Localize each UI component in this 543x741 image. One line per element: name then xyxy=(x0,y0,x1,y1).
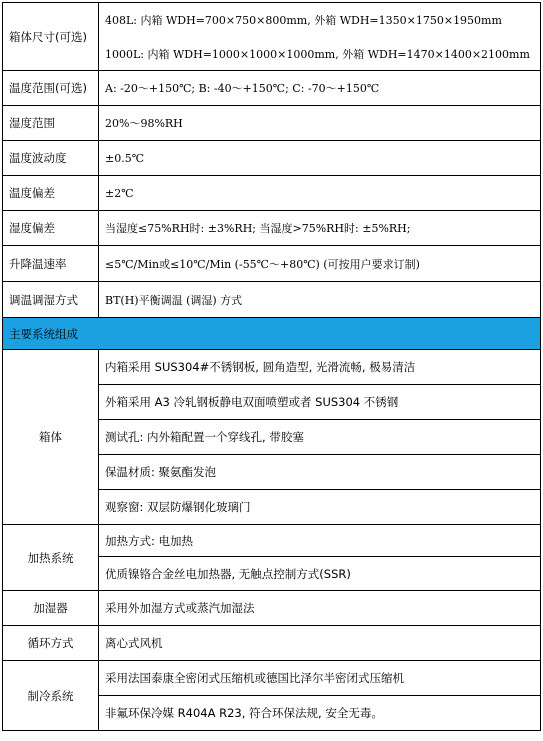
size-option-408l: 408L: 内箱 WDH=700×750×800mm, 外箱 WDH=1350×1750×1950mm xyxy=(105,13,502,27)
table-row xyxy=(3,350,541,385)
row-label: 温度波动度 xyxy=(3,141,99,176)
group-item: 采用法国泰康全密闭式压缩机或德国比泽尔半密闭式压缩机 xyxy=(99,661,541,696)
table-row xyxy=(3,106,541,141)
row-label: 升降温速率 xyxy=(3,246,99,282)
row-value: ≤5℃/Min或≤10℃/Min (-55℃～+80℃) (可按用户要求订制) xyxy=(99,246,541,282)
group-item: 测试孔: 内外箱配置一个穿线孔, 带胶塞 xyxy=(99,420,541,455)
group-item: 采用外加湿方式或蒸汽加湿法 xyxy=(99,591,541,626)
table-row xyxy=(3,591,541,626)
row-value: ±0.5℃ xyxy=(99,141,541,176)
row-value: 当湿度≤75%RH时: ±3%RH; 当湿度>75%RH时: ±5%RH; xyxy=(99,211,541,246)
group-label-humidifier: 加湿器 xyxy=(3,591,99,626)
row-label: 温度偏差 xyxy=(3,176,99,211)
group-item: 观察窗: 双层防爆钢化玻璃门 xyxy=(99,490,541,525)
table-row xyxy=(3,211,541,246)
group-item: 内箱采用 SUS304#不锈钢板, 圆角造型, 光滑流畅, 极易清洁 xyxy=(99,350,541,385)
table-row xyxy=(3,282,541,318)
group-label-circulation: 循环方式 xyxy=(3,626,99,661)
table-row xyxy=(3,141,541,176)
row-value: A: -20～+150℃; B: -40～+150℃; C: -70～+150℃ xyxy=(99,71,541,106)
row-label: 温度范围(可选) xyxy=(3,71,99,106)
row-label: 湿度偏差 xyxy=(3,211,99,246)
spec-table xyxy=(2,2,541,731)
row-label: 箱体尺寸(可选) xyxy=(3,3,99,71)
spec-sheet xyxy=(2,2,540,731)
group-item: 加热方式: 电加热 xyxy=(99,525,541,557)
group-item: 离心式风机 xyxy=(99,626,541,661)
group-item: 保温材质: 聚氨酯发泡 xyxy=(99,455,541,490)
group-label-refrigeration: 制冷系统 xyxy=(3,661,99,731)
row-value: 20%～98%RH xyxy=(99,106,541,141)
row-value: BT(H)平衡调温 (调湿) 方式 xyxy=(99,282,541,318)
group-item: 非氟环保冷媒 R404A R23, 符合环保法规, 安全无毒。 xyxy=(99,696,541,731)
section-header-row xyxy=(3,318,541,350)
group-item: 优质镍铬合金丝电加热器, 无触点控制方式(SSR) xyxy=(99,557,541,591)
size-option-1000l: 1000L: 内箱 WDH=1000×1000×1000mm, 外箱 WDH=1470×1400×2100mm xyxy=(105,47,530,61)
group-label-cabinet: 箱体 xyxy=(3,350,99,525)
table-row xyxy=(3,3,541,71)
table-row xyxy=(3,176,541,211)
section-title: 主要系统组成 xyxy=(3,318,541,350)
table-row xyxy=(3,626,541,661)
table-row xyxy=(3,525,541,557)
row-label: 调温调湿方式 xyxy=(3,282,99,318)
row-value: ±2℃ xyxy=(99,176,541,211)
row-label: 湿度范围 xyxy=(3,106,99,141)
table-row xyxy=(3,246,541,282)
group-label-heating: 加热系统 xyxy=(3,525,99,591)
table-row xyxy=(3,661,541,696)
row-value xyxy=(99,3,541,71)
table-row xyxy=(3,71,541,106)
group-item: 外箱采用 A3 冷轧钢板静电双面喷塑或者 SUS304 不锈钢 xyxy=(99,385,541,420)
